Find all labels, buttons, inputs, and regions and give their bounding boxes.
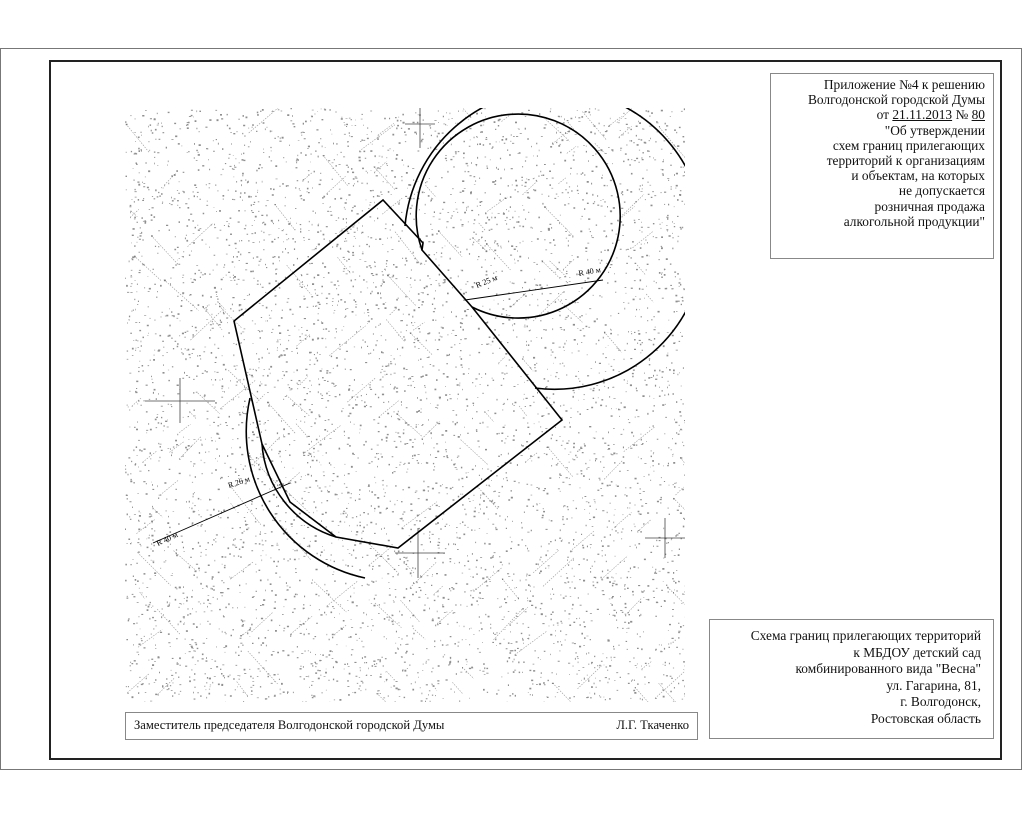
signatory-name: Л.Г. Ткаченко	[616, 718, 689, 732]
schema-line: к МБДОУ детский сад	[853, 644, 981, 660]
decision-date: 21.11.2013	[892, 107, 953, 123]
signature-box	[125, 712, 698, 740]
boundary-map	[125, 108, 685, 702]
appendix-title-line: схем границ прилегающих	[832, 137, 985, 153]
schema-line: комбинированного вида "Весна"	[795, 661, 981, 676]
inner-arc-top	[416, 114, 620, 318]
decision-number: 80	[971, 107, 985, 123]
schema-line: ул. Гагарина, 81,	[886, 677, 981, 693]
appendix-box	[770, 73, 994, 259]
schema-line: Ростовская область	[870, 710, 981, 726]
boundary-lines	[153, 108, 685, 578]
schema-line: Схема границ прилегающих территорий	[750, 628, 981, 643]
appendix-title-line: розничная продажа	[874, 198, 985, 214]
map-area	[125, 108, 685, 702]
appendix-title-line: не допускается	[898, 183, 985, 199]
map-texture	[125, 108, 685, 702]
date-prefix: от	[876, 107, 889, 123]
appendix-title-line: алкогольной продукции"	[843, 213, 985, 229]
appendix-line-2: Волгодонской городской Думы	[807, 92, 985, 108]
appendix-title-line: территорий к организациям	[826, 153, 985, 169]
territory-polygon	[234, 200, 562, 548]
texture-speckles	[125, 108, 685, 702]
schema-title-box	[709, 619, 994, 739]
appendix-title-line: "Об утверждении	[884, 122, 985, 138]
signatory-role: Заместитель председателя Волгодонской городской Думы	[134, 718, 445, 732]
radius-label-inner-top: R 25 м	[474, 273, 499, 290]
radius-label-outer-top: R 40 м	[577, 265, 602, 278]
radius-label-outer-left: R 40 м	[155, 530, 180, 548]
number-sign: №	[955, 107, 969, 123]
radius-label-inner-left: R 26 м	[226, 474, 251, 490]
appendix-date-line	[771, 107, 985, 122]
schema-line: г. Волгодонск,	[900, 694, 981, 709]
appendix-title-line: и объектам, на которых	[851, 168, 985, 184]
appendix-line-1: Приложение №4 к решению	[823, 77, 985, 92]
